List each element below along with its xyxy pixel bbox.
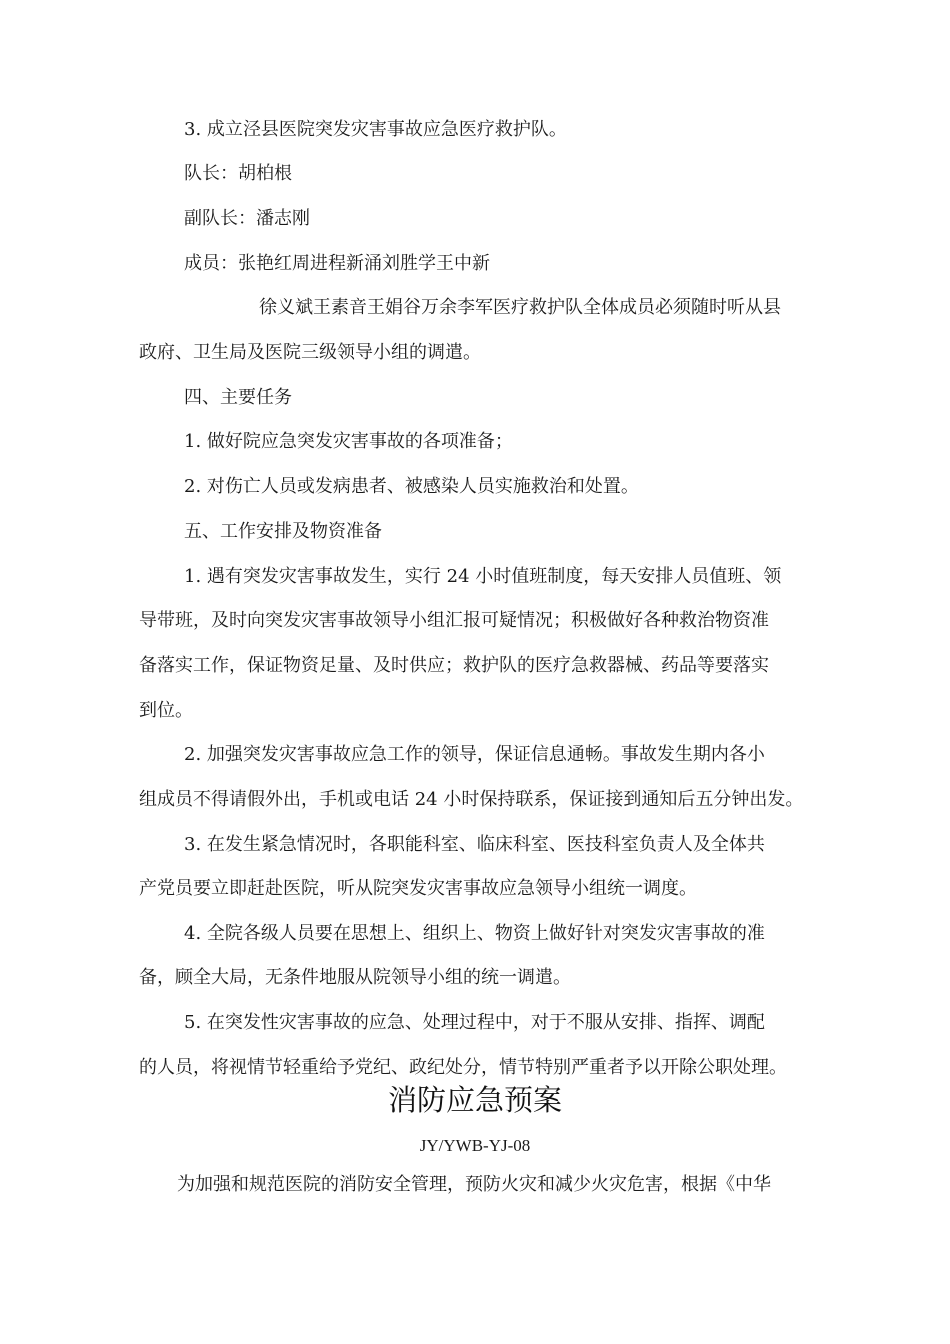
paragraph-line: 4. 全院各级人员要在思想上、组织上、物资上做好针对突发灾害事故的准 [184, 923, 765, 944]
paragraph-line: 成员：张艳红周进程新涌刘胜学王中新 [184, 253, 490, 274]
section-heading: 四、主要任务 [184, 387, 292, 408]
intro-line: 为加强和规范医院的消防安全管理，预防火灾和减少火灾危害，根据《中华 [177, 1174, 771, 1195]
section-title: 消防应急预案 [387, 1083, 562, 1117]
paragraph-line: 2. 加强突发灾害事故应急工作的领导，保证信息通畅。事故发生期内各小 [184, 744, 765, 765]
paragraph-line: 5. 在突发性灾害事故的应急、处理过程中，对于不服从安排、指挥、调配 [184, 1012, 765, 1033]
paragraph-line: 到位。 [139, 700, 193, 721]
paragraph-line: 1. 遇有突发灾害事故发生，实行 24 小时值班制度，每天安排人员值班、领 [184, 566, 782, 587]
paragraph-line: 备，顾全大局，无条件地服从院领导小组的统一调遣。 [139, 967, 571, 988]
paragraph-line: 徐义斌王素音王娟谷万余李军医疗救护队全体成员必须随时听从县 [259, 297, 781, 318]
paragraph-line: 3. 成立泾县医院突发灾害事故应急医疗救护队。 [184, 119, 567, 140]
paragraph-line: 队长：胡柏根 [184, 163, 292, 184]
section-heading: 五、工作安排及物资准备 [184, 521, 382, 542]
paragraph-line: 副队长：潘志刚 [184, 208, 310, 229]
document-code: JY/YWB-YJ-08 [419, 1136, 531, 1155]
paragraph-line: 组成员不得请假外出，手机或电话 24 小时保持联系，保证接到通知后五分钟出发。 [139, 789, 804, 810]
paragraph-line: 备落实工作，保证物资足量、及时供应；救护队的医疗急救器械、药品等要落实 [139, 655, 769, 676]
paragraph-line: 政府、卫生局及医院三级领导小组的调遣。 [139, 342, 481, 363]
paragraph-line: 的人员，将视情节轻重给予党纪、政纪处分，情节特别严重者予以开除公职处理。 [139, 1057, 787, 1078]
paragraph-line: 3. 在发生紧急情况时，各职能科室、临床科室、医技科室负责人及全体共 [184, 834, 765, 855]
paragraph-line: 导带班，及时向突发灾害事故领导小组汇报可疑情况；积极做好各种救治物资准 [139, 610, 769, 631]
paragraph-line: 1. 做好院应急突发灾害事故的各项准备； [184, 431, 513, 452]
paragraph-line: 2. 对伤亡人员或发病患者、被感染人员实施救治和处置。 [184, 476, 639, 497]
paragraph-line: 产党员要立即赶赴医院，听从院突发灾害事故应急领导小组统一调度。 [139, 878, 697, 899]
